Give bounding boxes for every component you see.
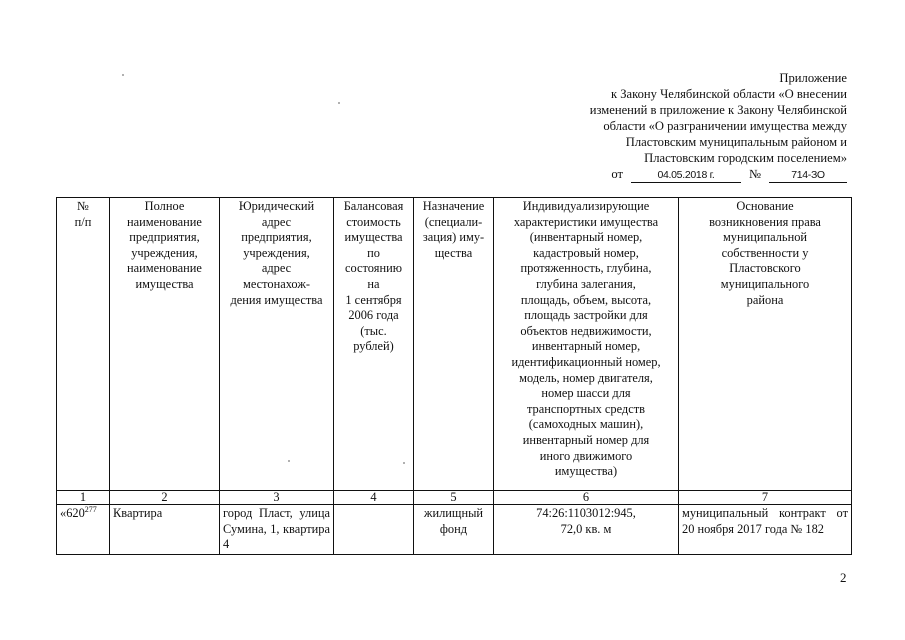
header-line: муниципального: [720, 276, 810, 291]
header-line: транспортных средств: [526, 401, 645, 416]
header-line: имущества): [554, 464, 618, 479]
header-line: имущества: [135, 276, 194, 291]
header-line: имущества: [344, 230, 403, 245]
property-table: [56, 197, 852, 555]
property-purpose-line: жилищный: [423, 506, 484, 520]
header-line: адрес: [261, 214, 292, 229]
header-line: Балансовая: [343, 199, 404, 213]
header-cell: [679, 198, 852, 491]
header-line: п/п: [74, 214, 92, 229]
from-label: от: [611, 167, 623, 181]
property-address: город Пласт, улица Сумина, 1, квартира 4: [220, 505, 334, 555]
header-line: 1 сентября: [345, 292, 402, 307]
header-line: иного движимого: [539, 448, 633, 463]
header-line: площадь застройки для: [524, 308, 648, 323]
appendix-line: изменений в приложение к Закону Челябинской: [589, 103, 847, 117]
header-line: Пластовского: [729, 261, 801, 276]
column-number: 6: [494, 491, 679, 505]
header-line: номер шасси для: [541, 386, 631, 401]
header-line: (специали-: [424, 214, 483, 229]
law-date: 04.05.2018 г.: [631, 169, 741, 183]
header-line: состоянию: [345, 261, 402, 276]
header-line: учреждения,: [243, 245, 310, 260]
column-number: 2: [110, 491, 220, 505]
header-line: глубина залегания,: [536, 276, 636, 291]
column-number: 3: [220, 491, 334, 505]
header-line: №: [77, 199, 89, 213]
table-row: [57, 505, 852, 555]
header-line: местонахож-: [242, 276, 311, 291]
header-line: идентификационный номер,: [511, 354, 661, 369]
header-line: площадь, объем, высота,: [520, 292, 652, 307]
property-name: Квартира: [110, 505, 220, 555]
header-line: 2006 года: [348, 308, 399, 323]
header-line: Юридический: [238, 199, 315, 213]
header-line: инвентарный номер,: [531, 339, 641, 354]
property-characteristics-line: 74:26:1103012:945,: [536, 506, 636, 520]
law-date-line: [517, 166, 847, 183]
header-line: характеристики имущества: [513, 214, 659, 229]
header-line: предприятия,: [129, 230, 200, 245]
header-line: наименование: [127, 261, 202, 276]
property-purpose-cell: [414, 505, 494, 555]
row-number: «620: [60, 506, 85, 520]
page-number: 2: [840, 570, 847, 585]
header-line: зация) иму-: [422, 230, 485, 245]
header-line: Полное: [144, 199, 185, 213]
header-line: на: [367, 276, 380, 291]
header-line: объектов недвижимости,: [520, 323, 652, 338]
header-line: (инвентарный номер,: [529, 230, 643, 245]
header-line: (самоходных машин),: [528, 417, 644, 432]
header-line: стоимость: [346, 214, 401, 229]
header-cell: [110, 198, 220, 491]
header-line: наименование: [127, 214, 202, 229]
header-line: модель, номер двигателя,: [519, 370, 653, 385]
header-line: собственности у: [721, 245, 809, 260]
header-line: адрес: [261, 261, 292, 276]
header-cell: [334, 198, 414, 491]
table-header-row: [57, 198, 852, 491]
header-line: по: [367, 245, 380, 260]
appendix-line: Приложение: [779, 71, 847, 85]
header-line: муниципальной: [722, 230, 808, 245]
header-line: протяженность, глубина,: [520, 261, 652, 276]
column-number: 1: [57, 491, 110, 505]
appendix-heading: [517, 70, 847, 183]
row-number-cell: [57, 505, 110, 555]
row-number-superscript: 277: [84, 504, 97, 514]
property-purpose-line: фонд: [439, 521, 468, 536]
header-line: Назначение: [422, 199, 485, 213]
property-characteristics-cell: [494, 505, 679, 555]
header-line: рублей): [353, 339, 394, 354]
balance-value: [334, 505, 414, 555]
header-cell: [220, 198, 334, 491]
header-line: возникновения права: [709, 214, 821, 229]
header-line: кадастровый номер,: [533, 245, 639, 260]
header-line: предприятия,: [241, 230, 312, 245]
header-line: (тыс.: [360, 323, 387, 338]
header-cell: [414, 198, 494, 491]
column-number: 4: [334, 491, 414, 505]
ownership-basis: муниципальный контракт от 20 ноября 2017 года № 182: [679, 505, 852, 555]
column-number: 5: [414, 491, 494, 505]
header-cell: [494, 198, 679, 491]
number-label: №: [748, 167, 761, 181]
law-number: 714-ЗО: [769, 169, 847, 183]
header-line: инвентарный номер для: [522, 432, 650, 447]
header-line: учреждения,: [131, 245, 198, 260]
column-number-row: [57, 491, 852, 505]
header-line: Индивидуализирующие: [522, 199, 650, 213]
appendix-line: Пластовским муниципальным районом и: [625, 135, 847, 149]
header-line: щества: [434, 245, 473, 260]
header-line: Основание: [736, 199, 794, 213]
appendix-line: к Закону Челябинской области «О внесении: [610, 87, 847, 101]
column-number: 7: [679, 491, 852, 505]
property-characteristics-line: 72,0 кв. м: [560, 521, 612, 536]
appendix-line: Пластовским городским поселением»: [644, 151, 847, 165]
header-cell: [57, 198, 110, 491]
appendix-line: области «О разграничении имущества между: [603, 119, 847, 133]
header-line: района: [746, 292, 784, 307]
header-line: дения имущества: [230, 292, 323, 307]
